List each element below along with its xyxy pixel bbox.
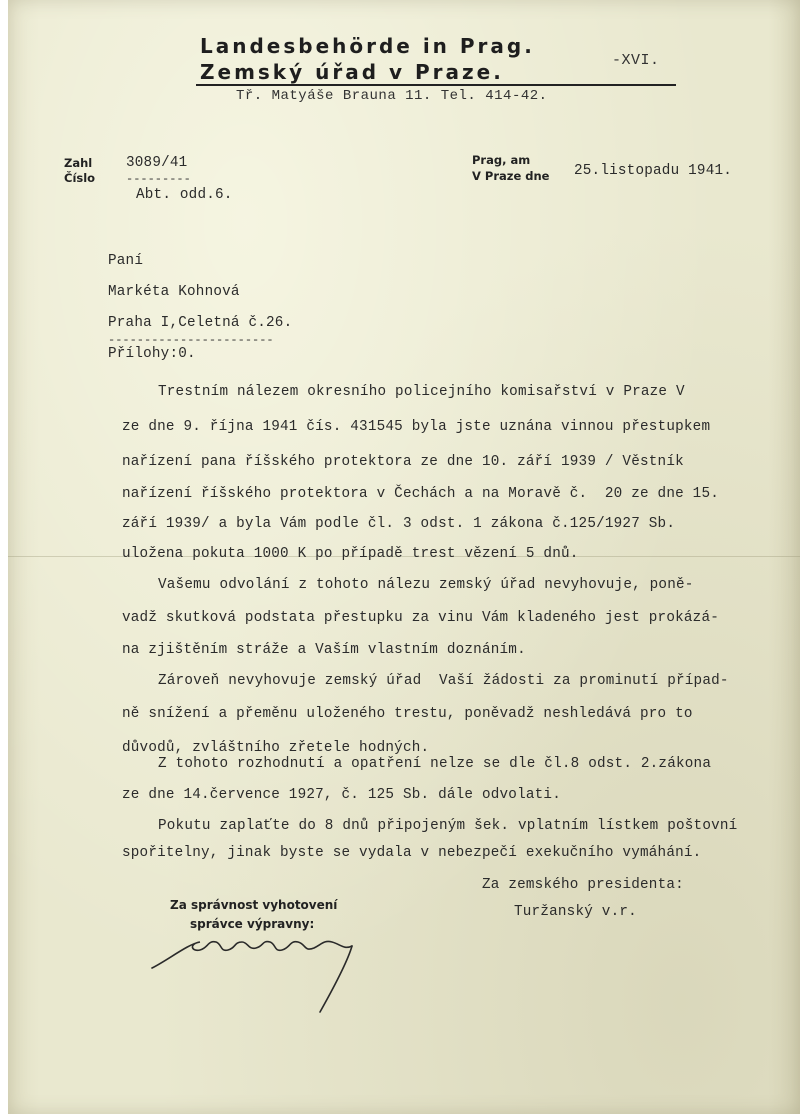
body-line: Pokutu zaplaťte do 8 dnů připojeným šek. vplatním lístkem poštovní bbox=[158, 818, 738, 834]
cislo-label: Číslo bbox=[64, 171, 96, 185]
handwritten-signature bbox=[148, 930, 368, 1020]
verification-stamp-line2: správce výpravny: bbox=[190, 917, 315, 931]
body-line: Trestním nálezem okresního policejního komisařství v Praze V bbox=[158, 384, 685, 400]
body-line: spořitelny, jinak byste se vydala v nebezpečí exekučního vymáhání. bbox=[122, 845, 702, 861]
department: Abt. odd.6. bbox=[136, 187, 233, 203]
attachments: Přílohy:0. bbox=[108, 346, 196, 362]
section-mark: -XVI. bbox=[612, 52, 660, 69]
signatory-name: Turžanský v.r. bbox=[514, 904, 637, 920]
body-line: vadž skutková podstata přestupku za vinu Vám kladeného jest prokázá- bbox=[122, 610, 720, 626]
body-line: nařízení říšského protektora v Čechách a na Moravě č. 20 ze dne 15. bbox=[122, 486, 720, 502]
letter-date: 25.listopadu 1941. bbox=[574, 163, 733, 179]
body-line: září 1939/ a byla Vám podle čl. 3 odst. 1 zákona č.125/1927 Sb. bbox=[122, 516, 676, 532]
body-line: Vašemu odvolání z tohoto nálezu zemský úřad nevyhovuje, poně- bbox=[158, 577, 694, 593]
place-label-de: Prag, am bbox=[472, 153, 531, 167]
body-line: nařízení pana říšského protektora ze dne 10. září 1939 / Věstník bbox=[122, 454, 684, 470]
body-line: Z tohoto rozhodnutí a opatření nelze se dle čl.8 odst. 2.zákona bbox=[158, 756, 712, 772]
place-label-cz: V Praze dne bbox=[472, 169, 550, 183]
body-line: ze dne 9. října 1941 čís. 431545 byla jste uznána vinnou přestupkem bbox=[122, 419, 711, 435]
body-line: uložena pokuta 1000 K po případě trest vězení 5 dnů. bbox=[122, 546, 579, 562]
letterhead-address: Tř. Matyáše Brauna 11. Tel. 414-42. bbox=[236, 88, 548, 104]
salutation: Paní bbox=[108, 253, 144, 269]
body-line: na zjištěním stráže a Vaším vlastním doznáním. bbox=[122, 642, 526, 658]
verification-stamp-line1: Za správnost vyhotovení bbox=[170, 898, 338, 912]
body-line: důvodů, zvláštního zřetele hodných. bbox=[122, 740, 430, 756]
address-underline: ----------------------- bbox=[108, 333, 274, 347]
recipient-name: Markéta Kohnová bbox=[108, 284, 240, 300]
for-president: Za zemského presidenta: bbox=[482, 877, 684, 893]
reference-number: 3089/41 bbox=[126, 155, 188, 171]
reference-underline: --------- bbox=[126, 172, 191, 186]
body-line: ně snížení a přeměnu uloženého trestu, poněvadž neshledává pro to bbox=[122, 706, 693, 722]
body-line: ze dne 14.července 1927, č. 125 Sb. dále odvolati. bbox=[122, 787, 561, 803]
body-line: Zároveň nevyhovuje zemský úřad Vaší žádosti za prominutí případ- bbox=[158, 673, 729, 689]
letterhead-rule bbox=[196, 84, 676, 86]
recipient-address: Praha I,Celetná č.26. bbox=[108, 315, 293, 331]
letterhead-office-cz: Zemský úřad v Praze. bbox=[200, 60, 504, 84]
letterhead-office-de: Landesbehörde in Prag. bbox=[200, 34, 535, 58]
zahl-label: Zahl bbox=[64, 156, 93, 170]
